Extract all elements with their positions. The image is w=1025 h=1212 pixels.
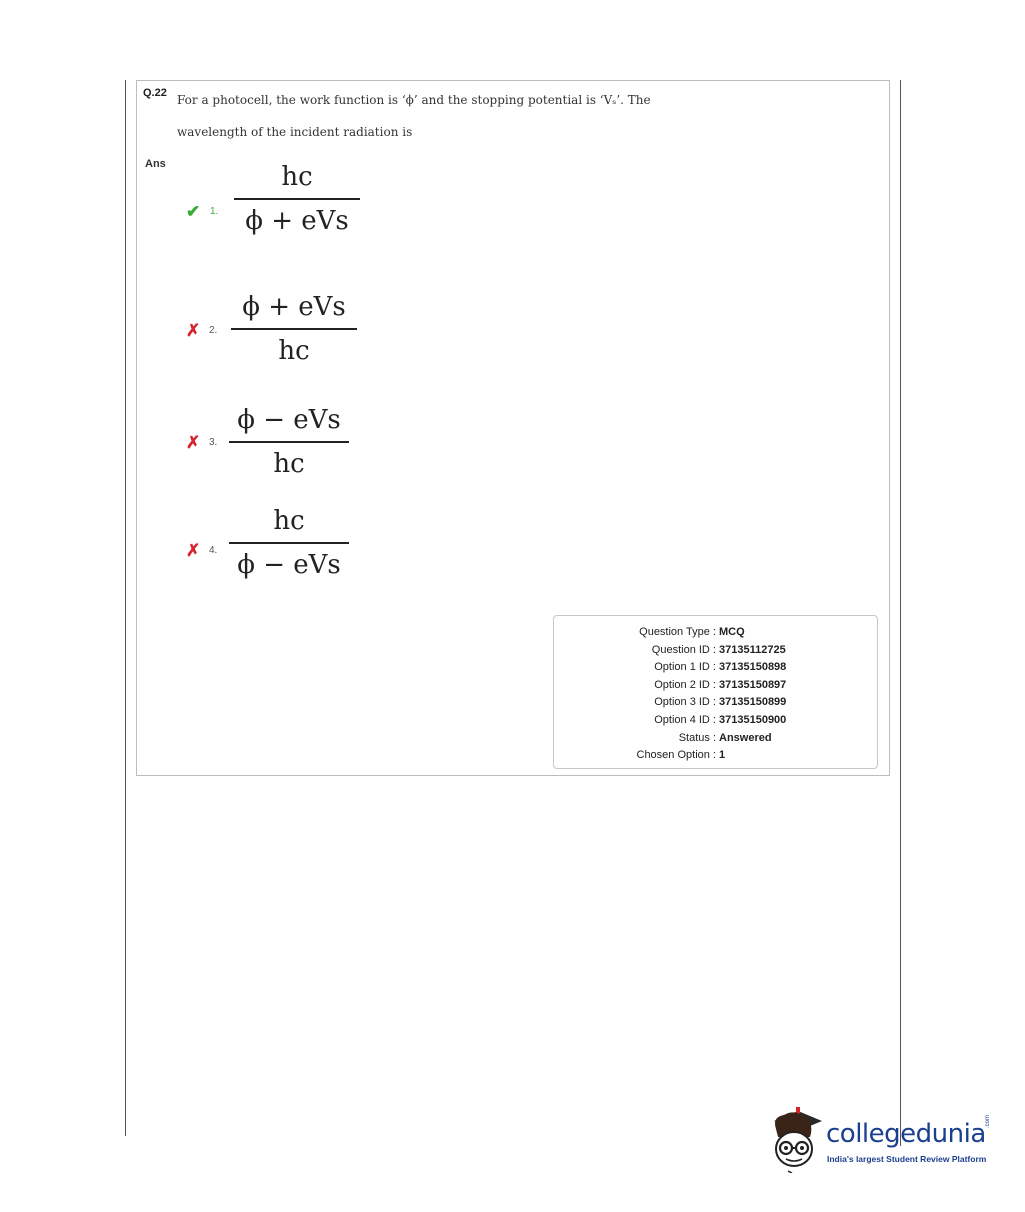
info-question-type: Question Type : MCQ (639, 626, 745, 638)
option-3-denominator: hc (273, 449, 305, 479)
brand-suffix: .com (985, 1114, 991, 1128)
option-4-number: 4. (209, 545, 218, 556)
option-2-fraction (231, 290, 357, 368)
info-option-1-id: Option 1 ID : 37135150898 (654, 661, 787, 674)
question-info-box (553, 615, 878, 769)
option-1-denominator: ϕ + eVs (245, 206, 349, 236)
student-mascot-icon (766, 1103, 824, 1173)
fraction-bar (229, 441, 349, 443)
collegedunia-logo (766, 1103, 996, 1173)
option-2-number: 2. (209, 325, 218, 336)
option-3-number: 3. (209, 437, 218, 448)
brand-name: collegedunia (826, 1119, 986, 1149)
question-text-line-1: For a photocell, the work function is ‘ϕ’ and the stopping potential is ‘Vₛ’. The (177, 93, 651, 107)
incorrect-cross-icon: ✗ (186, 433, 201, 452)
info-option-3-id: Option 3 ID : 37135150899 (654, 696, 787, 709)
option-4-numerator: hc (273, 506, 305, 536)
option-4-fraction (229, 504, 349, 582)
fraction-bar (229, 542, 349, 544)
info-question-id: Question ID : 37135112725 (651, 643, 786, 656)
info-chosen-option: Chosen Option : 1 (636, 749, 726, 762)
option-4-denominator: ϕ − eVs (237, 550, 341, 580)
info-status: Status : Answered (678, 731, 772, 744)
question-text-line-2: wavelength of the incident radiation is (177, 125, 413, 139)
info-option-4-id: Option 4 ID : 37135150900 (654, 713, 787, 726)
option-1-number: 1. (210, 206, 219, 217)
right-rule (900, 80, 901, 1146)
fraction-bar (231, 328, 357, 330)
incorrect-cross-icon: ✗ (186, 541, 201, 560)
answer-label: Ans (145, 158, 166, 170)
brand-tagline: India's largest Student Review Platform (827, 1154, 987, 1164)
info-option-2-id: Option 2 ID : 37135150897 (654, 678, 787, 691)
correct-check-icon: ✔ (186, 202, 201, 221)
option-1-fraction (234, 160, 360, 238)
incorrect-cross-icon: ✗ (186, 321, 201, 340)
fraction-bar (234, 198, 360, 200)
option-3-numerator: ϕ − eVs (237, 405, 341, 435)
option-1-numerator: hc (281, 162, 313, 192)
left-rule (125, 80, 126, 1136)
question-number: Q.22 (143, 87, 167, 99)
option-2-numerator: ϕ + eVs (242, 292, 346, 322)
option-2-denominator: hc (278, 336, 310, 366)
option-3-fraction (229, 403, 349, 481)
